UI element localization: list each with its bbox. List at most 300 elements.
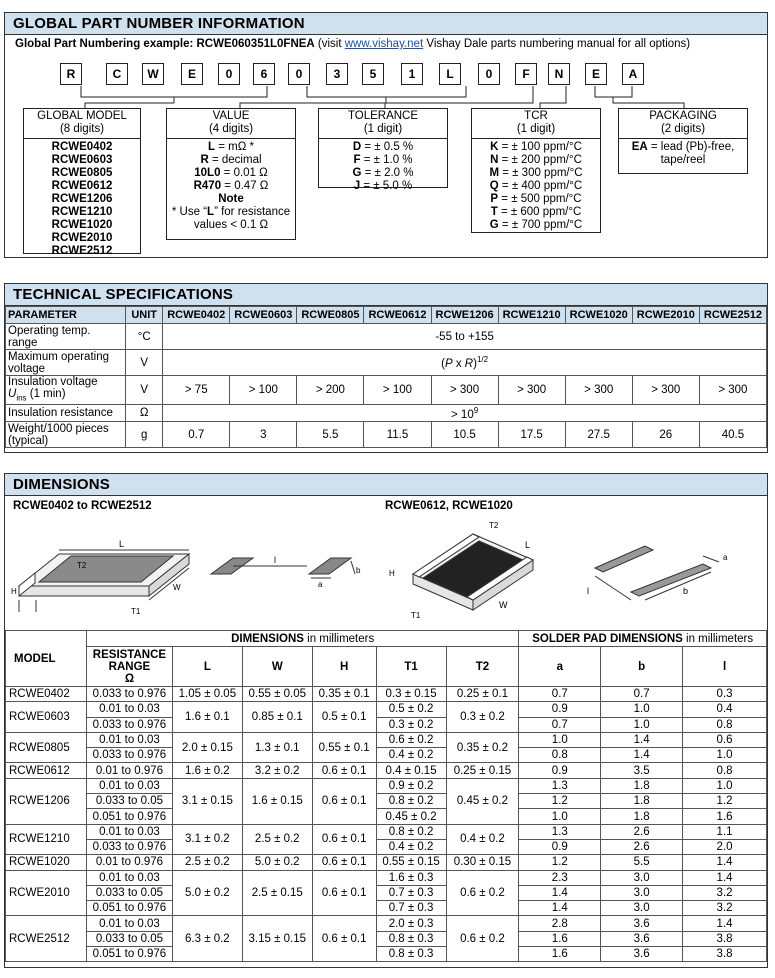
tcr-line: K = ± 100 ppm/°C — [490, 141, 582, 153]
ins-voltage-value: > 300 — [699, 376, 766, 405]
pad-b-cell: 3.5 — [601, 763, 683, 778]
dim-W-cell: 2.5 ± 0.2 — [242, 824, 312, 855]
weight-value: 17.5 — [498, 422, 565, 448]
table-row — [6, 839, 767, 854]
param-cell: Operating temp. range — [6, 324, 126, 350]
unit-cell: g — [126, 422, 163, 448]
pad-b-cell: 3.0 — [601, 901, 683, 916]
pad-a-cell: 0.8 — [519, 748, 601, 763]
range-cell: 0.033 to 0.05 — [86, 931, 172, 946]
tolerance-head: TOLERANCE — [347, 110, 419, 122]
pad-b-cell: 1.4 — [601, 732, 683, 747]
model-cell: RCWE1020 — [6, 855, 87, 870]
insulation-resistance-row — [6, 405, 767, 422]
dim-H-cell: 0.6 ± 0.1 — [312, 870, 376, 916]
packaging-digits: (2 digits) — [660, 123, 706, 135]
dim-W-cell: 0.55 ± 0.05 — [242, 687, 312, 702]
pad-a-cell: 0.9 — [519, 763, 601, 778]
model-cell: RCWE0805 — [6, 732, 87, 763]
dims-col-header: L — [172, 647, 242, 687]
value-box — [166, 108, 296, 240]
unit-cell: °C — [126, 324, 163, 350]
pad-a-cell: 1.0 — [519, 732, 601, 747]
dim-H-cell: 0.5 ± 0.1 — [312, 702, 376, 733]
value-line: 10L0 = 0.01 Ω — [194, 167, 268, 179]
dim-H-cell: 0.35 ± 0.1 — [312, 687, 376, 702]
pad-l-cell: 1.0 — [683, 778, 767, 793]
packaging-box — [618, 108, 748, 174]
part-number-box: L — [439, 63, 461, 85]
model-header: RCWE0805 — [297, 307, 364, 324]
weight-value: 27.5 — [565, 422, 632, 448]
tcr-digits: (1 digit) — [516, 123, 556, 135]
dim-W-cell: 1.3 ± 0.1 — [242, 732, 312, 763]
dim-W-cell: 2.5 ± 0.15 — [242, 870, 312, 916]
pad-a-cell: 0.7 — [519, 687, 601, 702]
pad-b-cell: 1.0 — [601, 702, 683, 717]
model-cell: RCWE2010 — [6, 870, 87, 916]
dim-H-cell: 0.6 ± 0.1 — [312, 855, 376, 870]
pad-l-cell: 3.2 — [683, 885, 767, 900]
dim-T1-cell: 0.4 ± 0.2 — [376, 839, 446, 854]
dim-T1-cell: 0.55 ± 0.15 — [376, 855, 446, 870]
fig2-label-b: b — [683, 586, 689, 596]
range-cell: 0.01 to 0.976 — [86, 763, 172, 778]
part-number-box: A — [622, 63, 644, 85]
dim-T2-cell: 0.45 ± 0.2 — [446, 778, 519, 824]
pad-b-cell: 1.8 — [601, 794, 683, 809]
range-cell: 0.01 to 0.03 — [86, 778, 172, 793]
range-cell: 0.01 to 0.03 — [86, 916, 172, 931]
dim-W-cell: 0.85 ± 0.1 — [242, 702, 312, 733]
fig2-label-L: L — [525, 540, 531, 550]
dims-header-pads: SOLDER PAD DIMENSIONS in millimeters — [519, 631, 767, 647]
tolerance-line: D = ± 0.5 % — [352, 141, 414, 153]
value-note: Note — [218, 193, 244, 205]
fig2-label-T2: T2 — [489, 521, 499, 530]
model-cell: RCWE0603 — [6, 702, 87, 733]
table-row — [6, 732, 767, 747]
fig2-label-l: l — [587, 586, 589, 596]
ins-voltage-value: > 300 — [565, 376, 632, 405]
tcr-line: G = ± 700 ppm/°C — [489, 219, 583, 231]
pad-b-cell: 1.0 — [601, 717, 683, 732]
range-cell: 0.033 to 0.976 — [86, 748, 172, 763]
fig2-label-T1: T1 — [411, 611, 421, 620]
pad-a-cell: 0.9 — [519, 839, 601, 854]
tolerance-line: G = ± 2.0 % — [352, 167, 414, 179]
ins-voltage-value: > 100 — [230, 376, 297, 405]
dims-col-header: a — [519, 647, 601, 687]
weight-value: 10.5 — [431, 422, 498, 448]
dim-W-cell: 3.15 ± 0.15 — [242, 916, 312, 962]
dim-L-cell: 2.0 ± 0.15 — [172, 732, 242, 763]
part-number-box: 5 — [362, 63, 384, 85]
unit-cell: Ω — [126, 405, 163, 422]
global-model-head: GLOBAL MODEL — [37, 110, 127, 122]
global-model-item: RCWE1206 — [51, 193, 113, 205]
dimensions-title: DIMENSIONS — [5, 474, 767, 496]
dim-W-cell: 5.0 ± 0.2 — [242, 855, 312, 870]
unit-cell: V — [126, 350, 163, 376]
packaging-head: PACKAGING — [649, 110, 717, 122]
weight-value: 11.5 — [364, 422, 431, 448]
pad-l-cell: 0.8 — [683, 717, 767, 732]
gpn-example-label: Global Part Numbering example: RCWE060351L0FNEA — [15, 38, 315, 50]
range-cell: 0.033 to 0.976 — [86, 717, 172, 732]
model-cell: RCWE1210 — [6, 824, 87, 855]
pad-b-cell: 3.0 — [601, 870, 683, 885]
table-row — [6, 794, 767, 809]
value-cell: (P x R)$^{1/2}$ — [163, 350, 767, 376]
packaging-line: EA = lead (Pb)-free, — [631, 141, 735, 153]
pad-l-cell: 2.0 — [683, 839, 767, 854]
pad-l-cell: 0.8 — [683, 763, 767, 778]
range-cell: 0.01 to 0.03 — [86, 702, 172, 717]
dim-T2-cell: 0.6 ± 0.2 — [446, 870, 519, 916]
range-cell: 0.01 to 0.976 — [86, 855, 172, 870]
pad-b-cell: 3.6 — [601, 931, 683, 946]
pad-l-cell: 0.4 — [683, 702, 767, 717]
value-note-text2: values < 0.1 Ω — [193, 219, 269, 231]
part-number-box: 0 — [218, 63, 240, 85]
dims-col-header: W — [242, 647, 312, 687]
dims-sub-right: RCWE0612, RCWE1020 — [385, 500, 513, 512]
part-number-box: F — [515, 63, 537, 85]
part-number-box: 0 — [288, 63, 310, 85]
table-row — [6, 809, 767, 824]
pad-a-cell: 1.4 — [519, 901, 601, 916]
global-model-item: RCWE0402 — [51, 141, 113, 153]
value-note-text: * Use “L” for resistance — [171, 206, 291, 218]
dims-header-range: RESISTANCE RANGE Ω — [86, 647, 172, 687]
range-cell: 0.033 to 0.976 — [86, 839, 172, 854]
pad-l-cell: 0.3 — [683, 687, 767, 702]
pad-b-cell: 5.5 — [601, 855, 683, 870]
part-number-box: E — [181, 63, 203, 85]
ins-voltage-value: > 300 — [632, 376, 699, 405]
dim-T2-cell: 0.3 ± 0.2 — [446, 702, 519, 733]
pad-l-cell: 1.4 — [683, 916, 767, 931]
weight-row — [6, 422, 767, 448]
param-cell: Weight/1000 pieces (typical) — [6, 422, 126, 448]
dims-header-model: MODEL — [6, 631, 87, 687]
gpn-section — [4, 12, 768, 258]
dims-sub-left: RCWE0402 to RCWE2512 — [13, 500, 152, 512]
model-cell: RCWE0612 — [6, 763, 87, 778]
dim-H-cell: 0.6 ± 0.1 — [312, 824, 376, 855]
pad-b-cell: 1.8 — [601, 809, 683, 824]
dims-col-header: b — [601, 647, 683, 687]
fig-label-W: W — [173, 583, 181, 592]
table-row — [6, 870, 767, 885]
global-model-item: RCWE1020 — [51, 219, 113, 231]
dim-H-cell: 0.6 ± 0.1 — [312, 916, 376, 962]
range-cell: 0.033 to 0.976 — [86, 687, 172, 702]
tcr-box — [471, 108, 601, 233]
global-model-item: RCWE0603 — [51, 154, 113, 166]
range-cell: 0.051 to 0.976 — [86, 947, 172, 962]
dim-L-cell: 5.0 ± 0.2 — [172, 870, 242, 916]
tcr-head: TCR — [524, 110, 548, 122]
part-number-box: 0 — [478, 63, 500, 85]
model-header: RCWE1206 — [431, 307, 498, 324]
global-model-box — [23, 108, 141, 257]
tcr-line: P = ± 500 ppm/°C — [490, 193, 582, 205]
op-temp-row — [6, 324, 767, 350]
dimensions-table — [5, 630, 767, 962]
part-number-box: N — [548, 63, 570, 85]
ins-voltage-value: > 75 — [163, 376, 230, 405]
fig-label-T2: T2 — [77, 561, 87, 570]
param-cell: Insulation resistance — [6, 405, 126, 422]
range-cell: 0.051 to 0.976 — [86, 809, 172, 824]
dim-T1-cell: 0.6 ± 0.2 — [376, 732, 446, 747]
ins-voltage-value: > 300 — [431, 376, 498, 405]
table-row — [6, 763, 767, 778]
param-cell: Insulation voltage $U_{ins}$ (1 min) — [6, 376, 126, 405]
param-header: PARAMETER — [6, 307, 126, 324]
value-line: R470 = 0.47 Ω — [193, 180, 269, 192]
model-header: RCWE1210 — [498, 307, 565, 324]
dim-T2-cell: 0.35 ± 0.2 — [446, 732, 519, 763]
fig2-label-W: W — [499, 600, 508, 610]
packaging-line: tape/reel — [660, 154, 706, 166]
fig2-label-H: H — [389, 569, 395, 578]
table-row — [6, 901, 767, 916]
tech-spec-table — [5, 306, 767, 448]
range-cell: 0.01 to 0.03 — [86, 870, 172, 885]
tech-spec-section — [4, 283, 768, 453]
tech-spec-title: TECHNICAL SPECIFICATIONS — [5, 284, 767, 306]
dim-T1-cell: 0.8 ± 0.3 — [376, 947, 446, 962]
pad-a-cell: 2.8 — [519, 916, 601, 931]
ins-voltage-value: > 200 — [297, 376, 364, 405]
model-cell: RCWE0402 — [6, 687, 87, 702]
model-header: RCWE1020 — [565, 307, 632, 324]
dim-L-cell: 1.6 ± 0.2 — [172, 763, 242, 778]
weight-value: 5.5 — [297, 422, 364, 448]
global-model-digits: (8 digits) — [59, 123, 105, 135]
part-number-box: R — [60, 63, 82, 85]
dim-L-cell: 1.6 ± 0.1 — [172, 702, 242, 733]
dim-L-cell: 2.5 ± 0.2 — [172, 855, 242, 870]
global-model-item: RCWE2512 — [51, 245, 113, 257]
pad-l-cell: 1.1 — [683, 824, 767, 839]
fig-label-T1: T1 — [131, 607, 141, 616]
table-row — [6, 702, 767, 717]
pad-l-cell: 3.8 — [683, 947, 767, 962]
pad-a-cell: 1.0 — [519, 809, 601, 824]
pad-a-cell: 1.2 — [519, 855, 601, 870]
insulation-voltage-row — [6, 376, 767, 405]
tcr-line: M = ± 300 ppm/°C — [489, 167, 583, 179]
dim-T1-cell: 0.7 ± 0.3 — [376, 901, 446, 916]
tcr-line: Q = ± 400 ppm/°C — [489, 180, 583, 192]
weight-value: 26 — [632, 422, 699, 448]
dimensions-section — [4, 473, 768, 968]
range-cell: 0.01 to 0.03 — [86, 732, 172, 747]
global-model-item: RCWE1210 — [51, 206, 113, 218]
fig2-label-a: a — [723, 553, 728, 562]
pad-l-cell: 1.4 — [683, 870, 767, 885]
tolerance-box — [318, 108, 448, 192]
pad-l-cell: 3.8 — [683, 931, 767, 946]
value-line: R = decimal — [200, 154, 262, 166]
pad-a-cell: 0.9 — [519, 702, 601, 717]
dims-col-header: T2 — [446, 647, 519, 687]
part-number-box: W — [142, 63, 164, 85]
dims-header-dims: DIMENSIONS in millimeters — [86, 631, 518, 647]
global-model-item: RCWE0805 — [51, 167, 113, 179]
range-cell: 0.01 to 0.03 — [86, 824, 172, 839]
part-number-box: 1 — [401, 63, 423, 85]
dim-L-cell: 6.3 ± 0.2 — [172, 916, 242, 962]
dim-T1-cell: 0.8 ± 0.3 — [376, 931, 446, 946]
dims-col-header: l — [683, 647, 767, 687]
dims-col-header: H — [312, 647, 376, 687]
fig-label-a: a — [318, 580, 323, 589]
unit-cell: V — [126, 376, 163, 405]
pad-b-cell: 3.0 — [601, 885, 683, 900]
dims-subheader-row — [6, 647, 767, 687]
dim-L-cell: 3.1 ± 0.15 — [172, 778, 242, 824]
ins-voltage-value: > 300 — [498, 376, 565, 405]
part-number-box: 6 — [253, 63, 275, 85]
pad-a-cell: 2.3 — [519, 870, 601, 885]
gpn-example-post: Vishay Dale parts numbering manual for all options) — [423, 38, 691, 50]
pad-a-cell: 1.6 — [519, 931, 601, 946]
table-row — [6, 931, 767, 946]
value-line: L = mΩ * — [208, 141, 254, 153]
dim-T1-cell: 0.4 ± 0.2 — [376, 748, 446, 763]
table-row — [6, 717, 767, 732]
table-row — [6, 916, 767, 931]
fig-label-L: L — [119, 539, 125, 549]
dim-T1-cell: 0.8 ± 0.2 — [376, 824, 446, 839]
dim-T2-cell: 0.25 ± 0.15 — [446, 763, 519, 778]
weight-value: 0.7 — [163, 422, 230, 448]
dim-T2-cell: 0.4 ± 0.2 — [446, 824, 519, 855]
pad-a-cell: 1.3 — [519, 778, 601, 793]
dim-H-cell: 0.6 ± 0.1 — [312, 778, 376, 824]
param-cell: Maximum operating voltage — [6, 350, 126, 376]
pad-l-cell: 1.6 — [683, 809, 767, 824]
table-row — [6, 885, 767, 900]
pad-l-cell: 1.4 — [683, 855, 767, 870]
dim-T1-cell: 0.9 ± 0.2 — [376, 778, 446, 793]
model-header: RCWE0612 — [364, 307, 431, 324]
table-row — [6, 778, 767, 793]
global-model-item: RCWE0612 — [51, 180, 113, 192]
dim-L-cell: 3.1 ± 0.2 — [172, 824, 242, 855]
pad-a-cell: 1.2 — [519, 794, 601, 809]
tolerance-line: J = ± 5.0 % — [353, 180, 413, 192]
tolerance-line: F = ± 1.0 % — [353, 154, 413, 166]
pad-b-cell: 3.6 — [601, 947, 683, 962]
value-head: VALUE — [212, 110, 250, 122]
table-row — [6, 687, 767, 702]
dim-T1-cell: 0.4 ± 0.15 — [376, 763, 446, 778]
dim-T1-cell: 2.0 ± 0.3 — [376, 916, 446, 931]
dim-T1-cell: 0.3 ± 0.15 — [376, 687, 446, 702]
weight-value: 3 — [230, 422, 297, 448]
resistor-drawing-right — [383, 516, 767, 621]
model-cell: RCWE2512 — [6, 916, 87, 962]
range-cell: 0.033 to 0.05 — [86, 885, 172, 900]
part-number-box: 3 — [326, 63, 348, 85]
dim-T1-cell: 1.6 ± 0.3 — [376, 870, 446, 885]
dim-T1-cell: 0.5 ± 0.2 — [376, 702, 446, 717]
range-cell: 0.033 to 0.05 — [86, 794, 172, 809]
tech-spec-header-row — [6, 307, 767, 324]
pad-a-cell: 1.4 — [519, 885, 601, 900]
pad-b-cell: 1.8 — [601, 778, 683, 793]
pad-a-cell: 1.6 — [519, 947, 601, 962]
dim-W-cell: 1.6 ± 0.15 — [242, 778, 312, 824]
part-number-box: E — [585, 63, 607, 85]
dim-W-cell: 3.2 ± 0.2 — [242, 763, 312, 778]
resistor-drawing-left — [11, 516, 381, 621]
gpn-example-pre: (visit — [314, 38, 345, 50]
part-number-box: C — [106, 63, 128, 85]
pad-a-cell: 0.7 — [519, 717, 601, 732]
pad-b-cell: 3.6 — [601, 916, 683, 931]
dim-T2-cell: 0.6 ± 0.2 — [446, 916, 519, 962]
value-digits: (4 digits) — [208, 123, 254, 135]
model-header: RCWE2512 — [699, 307, 766, 324]
model-cell: RCWE1206 — [6, 778, 87, 824]
tcr-line: T = ± 600 ppm/°C — [490, 206, 582, 218]
dim-T1-cell: 0.45 ± 0.2 — [376, 809, 446, 824]
pad-l-cell: 0.6 — [683, 732, 767, 747]
weight-value: 40.5 — [699, 422, 766, 448]
dim-H-cell: 0.55 ± 0.1 — [312, 732, 376, 763]
model-header: RCWE0603 — [230, 307, 297, 324]
gpn-title: GLOBAL PART NUMBER INFORMATION — [5, 13, 767, 35]
dim-L-cell: 1.05 ± 0.05 — [172, 687, 242, 702]
dim-T1-cell: 0.8 ± 0.2 — [376, 794, 446, 809]
dim-T1-cell: 0.7 ± 0.3 — [376, 885, 446, 900]
table-row — [6, 748, 767, 763]
value-cell: > $10^9$ — [163, 405, 767, 422]
model-header: RCWE0402 — [163, 307, 230, 324]
pad-b-cell: 1.4 — [601, 748, 683, 763]
pad-l-cell: 3.2 — [683, 901, 767, 916]
pad-b-cell: 0.7 — [601, 687, 683, 702]
pad-a-cell: 1.3 — [519, 824, 601, 839]
model-header: RCWE2010 — [632, 307, 699, 324]
fig-label-b: b — [356, 566, 361, 575]
fig-label-l: l — [274, 555, 276, 565]
fig-label-H: H — [11, 587, 17, 596]
ins-voltage-value: > 100 — [364, 376, 431, 405]
pad-l-cell: 1.2 — [683, 794, 767, 809]
table-row — [6, 824, 767, 839]
dims-col-header: T1 — [376, 647, 446, 687]
vishay-link[interactable]: www.vishay.net — [344, 38, 424, 50]
tolerance-digits: (1 digit) — [363, 123, 403, 135]
global-model-item: RCWE2010 — [51, 232, 113, 244]
dim-T1-cell: 0.3 ± 0.2 — [376, 717, 446, 732]
unit-header: UNIT — [126, 307, 163, 324]
range-cell: 0.051 to 0.976 — [86, 901, 172, 916]
dim-H-cell: 0.6 ± 0.1 — [312, 763, 376, 778]
table-row — [6, 947, 767, 962]
pad-l-cell: 1.0 — [683, 748, 767, 763]
value-cell: -55 to +155 — [163, 324, 767, 350]
pad-b-cell: 2.6 — [601, 839, 683, 854]
